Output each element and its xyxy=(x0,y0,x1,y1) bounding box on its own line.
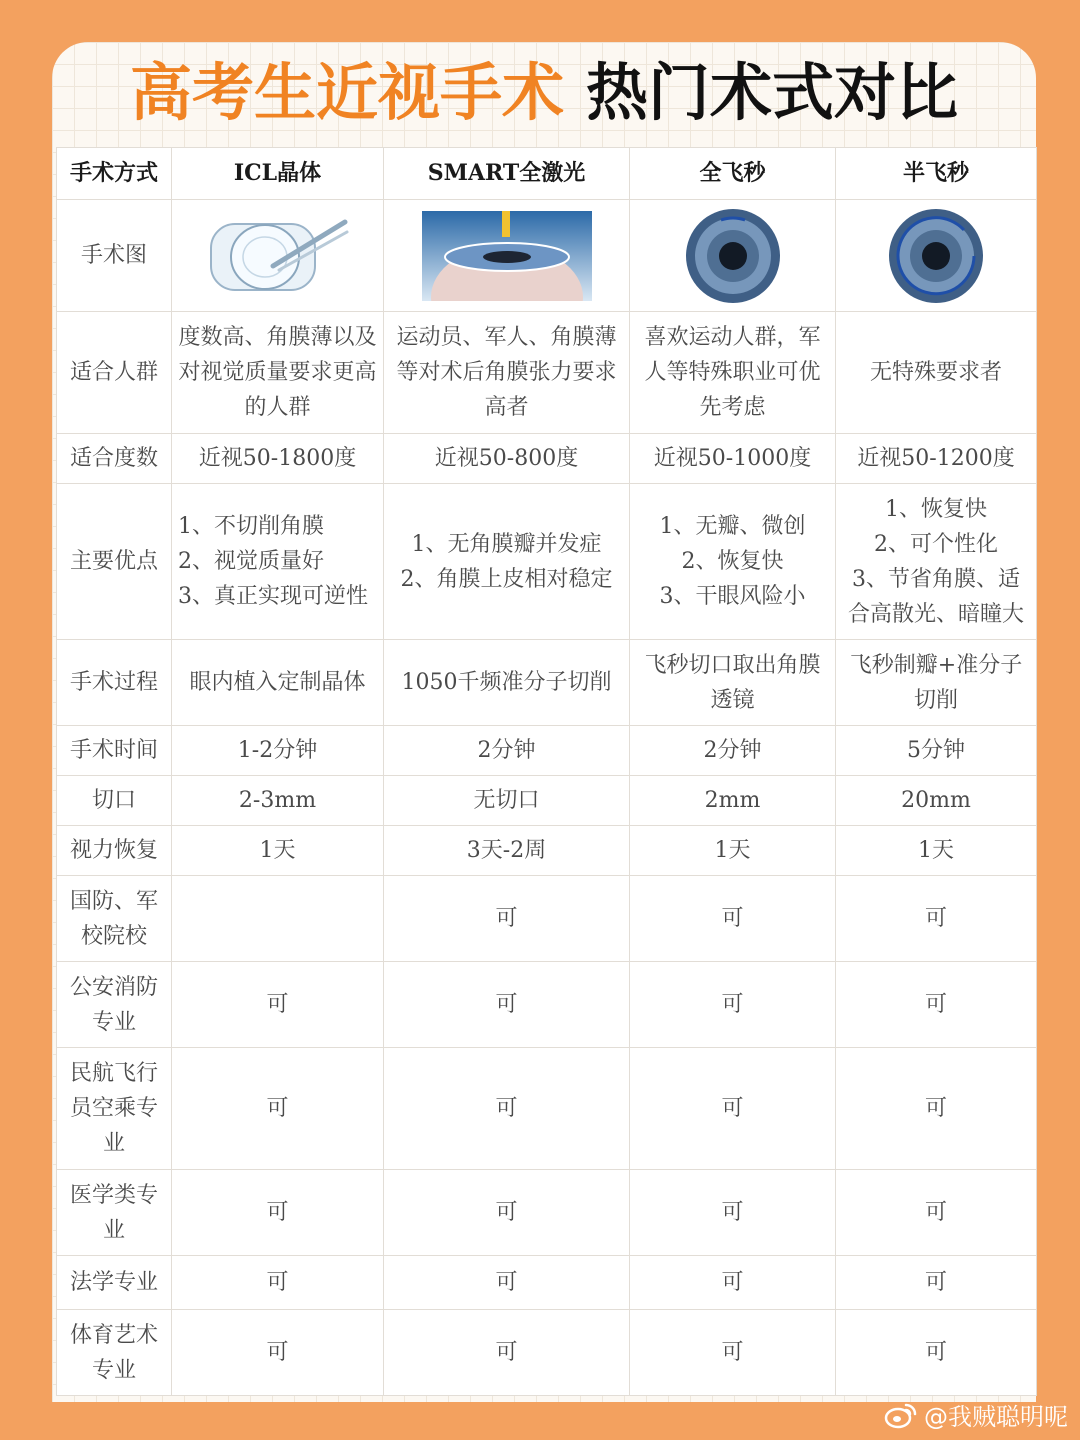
table-row xyxy=(57,726,1037,776)
cell-full-femto: 飞秒切口取出角膜透镜 xyxy=(630,640,836,726)
header-row xyxy=(57,148,1037,200)
cell-smart: 近视50-800度 xyxy=(384,434,630,484)
table-row xyxy=(57,826,1037,876)
cell-full-femto: 1天 xyxy=(630,826,836,876)
cell-smart: 可 xyxy=(384,1310,630,1396)
cell-icl: 近视50-1800度 xyxy=(172,434,384,484)
weibo-icon xyxy=(884,1401,918,1429)
cell-icl: 1-2分钟 xyxy=(172,726,384,776)
cell-half-femto: 1、恢复快 2、可个性化 3、节省角膜、适合高散光、暗瞳大 xyxy=(836,484,1037,640)
table-row xyxy=(57,1048,1037,1170)
watermark-handle: @我贼聪明呢 xyxy=(924,1403,1068,1431)
row-label: 公安消防专业 xyxy=(57,962,172,1048)
cell-smart: 可 xyxy=(384,1048,630,1170)
header-half-femto: 半飞秒 xyxy=(836,148,1037,200)
page-title xyxy=(52,48,1036,138)
cell-icl: 可 xyxy=(172,1256,384,1310)
title-part2: 热门术式对比 xyxy=(586,56,959,129)
cell-icl xyxy=(172,876,384,962)
cell-full-femto: 可 xyxy=(630,1170,836,1256)
iris-icon xyxy=(683,206,783,306)
table-row xyxy=(57,434,1037,484)
row-label: 国防、军校院校 xyxy=(57,876,172,962)
table-row xyxy=(57,1170,1037,1256)
cell-half-femto: 1天 xyxy=(836,826,1037,876)
table-row xyxy=(57,640,1037,726)
cell-half-femto: 可 xyxy=(836,1048,1037,1170)
cell-full-femto: 2分钟 xyxy=(630,726,836,776)
cell-half-femto: 无特殊要求者 xyxy=(836,312,1037,434)
table-row xyxy=(57,484,1037,640)
cell-full-femto: 1、无瓣、微创 2、恢复快 3、干眼风险小 xyxy=(630,484,836,640)
row-label: 法学专业 xyxy=(57,1256,172,1310)
cell-smart: 1、无角膜瓣并发症 2、角膜上皮相对稳定 xyxy=(384,484,630,640)
cell-icl: 可 xyxy=(172,1048,384,1170)
cell-smart: 无切口 xyxy=(384,776,630,826)
cell-smart: 2分钟 xyxy=(384,726,630,776)
comparison-table xyxy=(56,147,1037,1396)
header-full-femto: 全飞秒 xyxy=(630,148,836,200)
row-label: 手术过程 xyxy=(57,640,172,726)
cell-half-femto: 近视50-1200度 xyxy=(836,434,1037,484)
cell-full-femto: 可 xyxy=(630,1256,836,1310)
cell-icl: 度数高、角膜薄以及对视觉质量要求更高的人群 xyxy=(172,312,384,434)
icl-lens-icon xyxy=(203,208,353,304)
laser-eye-icon xyxy=(422,211,592,301)
cell-full-femto: 可 xyxy=(630,876,836,962)
cell-full-femto: 喜欢运动人群，军人等特殊职业可优先考虑 xyxy=(630,312,836,434)
cell-smart: 可 xyxy=(384,962,630,1048)
header-smart: SMART全激光 xyxy=(384,148,630,200)
table-row xyxy=(57,876,1037,962)
cell-smart: 1050千频准分子切削 xyxy=(384,640,630,726)
row-label: 手术时间 xyxy=(57,726,172,776)
cell-full-femto: 2mm xyxy=(630,776,836,826)
row-label: 视力恢复 xyxy=(57,826,172,876)
cell-icl: 可 xyxy=(172,1170,384,1256)
cell-full-femto: 可 xyxy=(630,962,836,1048)
row-label: 主要优点 xyxy=(57,484,172,640)
row-label: 适合人群 xyxy=(57,312,172,434)
watermark xyxy=(884,1397,1068,1432)
table-row xyxy=(57,312,1037,434)
cell-half-femto: 飞秒制瓣+准分子切削 xyxy=(836,640,1037,726)
cell-half-femto: 可 xyxy=(836,1170,1037,1256)
cell-smart: 3天-2周 xyxy=(384,826,630,876)
row-label: 手术图 xyxy=(57,200,172,312)
row-label: 医学类专业 xyxy=(57,1170,172,1256)
cell-full-femto: 可 xyxy=(630,1310,836,1396)
cell-half-femto: 可 xyxy=(836,876,1037,962)
cell-half-femto: 20mm xyxy=(836,776,1037,826)
cell-icl: 1、不切削角膜 2、视觉质量好 3、真正实现可逆性 xyxy=(172,484,384,640)
title-part1: 高考生近视手术 xyxy=(129,56,564,129)
cell-half-femto: 可 xyxy=(836,1310,1037,1396)
cell-smart: 运动员、军人、角膜薄等对术后角膜张力要求高者 xyxy=(384,312,630,434)
cell-full-femto: 可 xyxy=(630,1048,836,1170)
cell-icl: 1天 xyxy=(172,826,384,876)
cell-icl: 可 xyxy=(172,1310,384,1396)
cell-smart: 可 xyxy=(384,1256,630,1310)
cell-icl: 眼内植入定制晶体 xyxy=(172,640,384,726)
row-label: 民航飞行员空乘专业 xyxy=(57,1048,172,1170)
row-label: 切口 xyxy=(57,776,172,826)
iris-flap-icon xyxy=(886,206,986,306)
cell-icl: 2-3mm xyxy=(172,776,384,826)
cell-smart: 可 xyxy=(384,1170,630,1256)
cell-smart: 可 xyxy=(384,876,630,962)
table-row xyxy=(57,962,1037,1048)
row-label: 适合度数 xyxy=(57,434,172,484)
table-row xyxy=(57,1310,1037,1396)
cell-icl: 可 xyxy=(172,962,384,1048)
cell-half-femto: 可 xyxy=(836,1256,1037,1310)
table-row xyxy=(57,776,1037,826)
row-label: 体育艺术专业 xyxy=(57,1310,172,1396)
cell-half-femto: 可 xyxy=(836,962,1037,1048)
header-label: 手术方式 xyxy=(57,148,172,200)
image-row xyxy=(57,200,1037,312)
cell-full-femto: 近视50-1000度 xyxy=(630,434,836,484)
table-row xyxy=(57,1256,1037,1310)
cell-half-femto: 5分钟 xyxy=(836,726,1037,776)
header-icl: ICL晶体 xyxy=(172,148,384,200)
